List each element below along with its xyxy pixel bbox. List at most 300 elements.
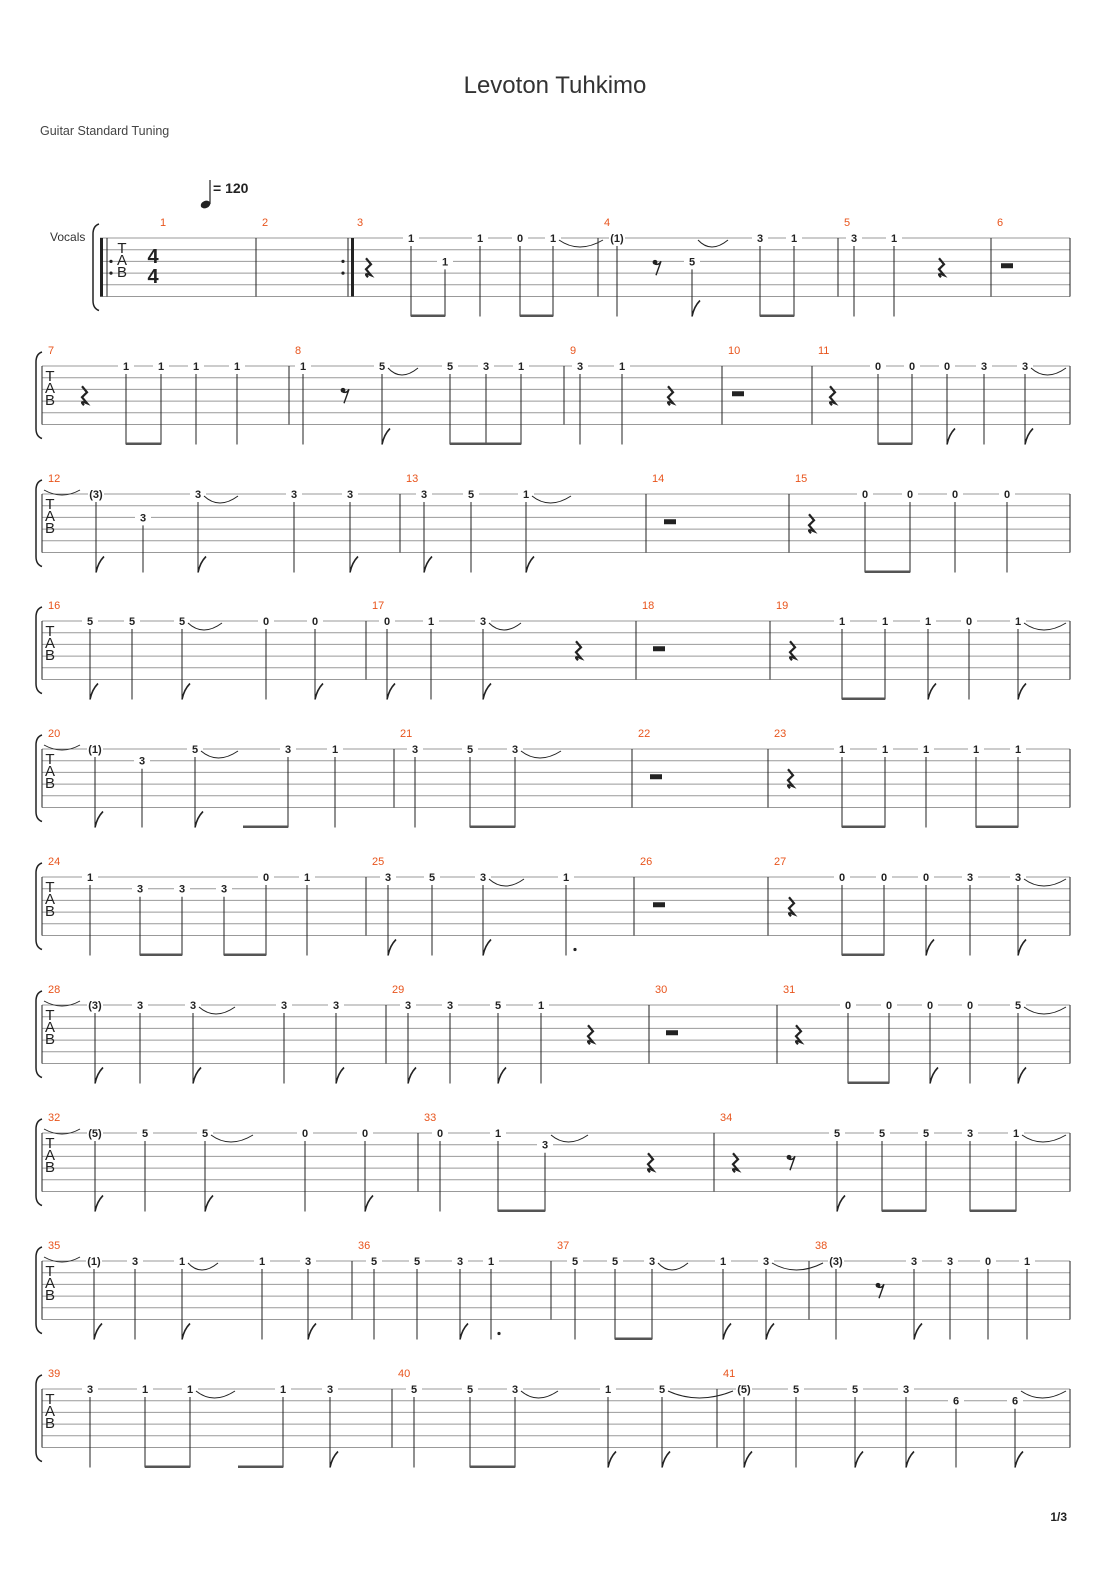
- tie-arc: [532, 496, 571, 503]
- fret-number: 1: [562, 872, 570, 884]
- fret-number: 3: [346, 489, 354, 501]
- fret-number: 5: [446, 361, 454, 373]
- note-flag: [95, 812, 103, 828]
- fret-number: 0: [262, 872, 270, 884]
- fret-number: 1: [972, 744, 980, 756]
- fret-number: 3: [332, 1000, 340, 1012]
- staff-system: [36, 600, 1070, 700]
- fret-number: 3: [446, 1000, 454, 1012]
- measure-number: 11: [818, 345, 830, 357]
- tab-clef-letter: B: [44, 1159, 56, 1176]
- system-brace: [36, 863, 42, 950]
- measure-number: 21: [400, 728, 413, 740]
- fret-number: 5: [413, 1256, 421, 1268]
- fret-number: 5: [571, 1256, 579, 1268]
- measure-number: 3: [357, 217, 364, 229]
- note-flag: [1018, 940, 1026, 956]
- note-beam: [450, 443, 486, 446]
- measure-number: 40: [398, 1368, 411, 1380]
- fret-number: 3: [194, 489, 202, 501]
- fret-number: 3: [456, 1256, 464, 1268]
- note-beam: [238, 1466, 283, 1469]
- tab-clef-letter: A: [116, 252, 128, 269]
- tie-arc: [388, 368, 418, 375]
- fret-number: 3: [136, 883, 144, 896]
- fret-number: 6: [952, 1395, 960, 1408]
- fret-number: 0: [984, 1256, 992, 1268]
- note-beam: [842, 698, 885, 701]
- fret-number: 3: [511, 1384, 519, 1396]
- fret-number: 1: [441, 256, 449, 269]
- tab-clef-letter: A: [44, 1147, 56, 1164]
- note-beam: [970, 1210, 1016, 1213]
- fret-number: 3: [966, 1128, 974, 1140]
- fret-number: 1: [838, 744, 846, 756]
- fret-number: 5: [494, 1000, 502, 1012]
- fret-number: 0: [516, 233, 524, 245]
- fret-number: 3: [136, 1000, 144, 1012]
- fret-number: 1: [537, 1000, 545, 1012]
- note-beam: [848, 1082, 889, 1085]
- fret-number: 3: [139, 512, 147, 525]
- fret-number: 1: [157, 361, 165, 373]
- fret-number: 3: [576, 361, 584, 373]
- tab-clef-letter: B: [44, 392, 56, 409]
- tie-arc: [489, 623, 521, 630]
- fret-number: 5: [410, 1384, 418, 1396]
- fret-number: (3): [829, 1256, 843, 1268]
- fret-number: 1: [881, 744, 889, 756]
- fret-number: 1: [719, 1256, 727, 1268]
- fret-number: 3: [131, 1256, 139, 1268]
- measure-number: 33: [424, 1112, 437, 1124]
- tie-arc: [211, 1135, 253, 1142]
- fret-number: 3: [762, 1256, 770, 1268]
- fret-number: 3: [404, 1000, 412, 1012]
- staff-system: [36, 1368, 1070, 1468]
- measure-number: 37: [557, 1240, 570, 1252]
- measure-number: 22: [638, 728, 651, 740]
- fret-number: 6: [1011, 1395, 1019, 1408]
- fret-number: 1: [522, 489, 530, 501]
- tie-arc: [188, 623, 222, 630]
- fret-number: 1: [233, 361, 241, 373]
- dot: [497, 1332, 500, 1335]
- system-brace: [93, 224, 99, 311]
- fret-number: 5: [378, 361, 386, 373]
- fret-number: 1: [331, 744, 339, 756]
- tie-arc: [1022, 1135, 1066, 1142]
- fret-number: 0: [874, 361, 882, 373]
- fret-number: 5: [201, 1128, 209, 1140]
- tab-clef-letter: T: [45, 623, 55, 640]
- tie-arc: [559, 240, 603, 247]
- fret-number: 1: [427, 616, 435, 628]
- note-beam: [498, 1210, 545, 1213]
- fret-number: 3: [479, 616, 487, 628]
- tab-clef-letter: B: [44, 1287, 56, 1304]
- measure-number: 30: [655, 984, 668, 996]
- note-beam: [243, 826, 288, 829]
- measure-number: 32: [48, 1112, 61, 1124]
- half-rest: [653, 646, 665, 651]
- tab-clef-letter: B: [44, 520, 56, 537]
- fret-number: 1: [890, 233, 898, 245]
- fret-number: 3: [910, 1256, 918, 1268]
- note-beam: [842, 954, 884, 957]
- tie-arc: [188, 1263, 218, 1270]
- note-flag: [330, 1452, 338, 1468]
- note-beam: [520, 315, 553, 318]
- measure-number: 29: [392, 984, 405, 996]
- staff-system: [36, 856, 1070, 956]
- fret-number: 3: [284, 744, 292, 756]
- note-beam: [882, 1210, 926, 1213]
- fret-number: 5: [792, 1384, 800, 1396]
- fret-number: 3: [411, 744, 419, 756]
- measure-number: 9: [570, 345, 577, 357]
- tie-arc: [551, 1135, 588, 1142]
- fret-number: 3: [902, 1384, 910, 1396]
- fret-number: 1: [1023, 1256, 1031, 1268]
- fret-number: 0: [844, 1000, 852, 1012]
- note-beam: [486, 443, 521, 446]
- note-flag: [387, 684, 395, 700]
- fret-number: 0: [880, 872, 888, 884]
- repeat-dot: [341, 260, 344, 263]
- measure-number: 7: [48, 345, 55, 357]
- fret-number: 5: [851, 1384, 859, 1396]
- note-beam: [140, 954, 182, 957]
- measure-number: 15: [795, 473, 808, 485]
- note-flag: [195, 812, 203, 828]
- tab-clef-letter: T: [45, 496, 55, 513]
- note-flag: [498, 1068, 506, 1084]
- fret-number: 0: [922, 872, 930, 884]
- note-flag: [947, 429, 955, 445]
- note-flag: [90, 684, 98, 700]
- measure-number: 34: [720, 1112, 733, 1124]
- fret-number: 1: [922, 744, 930, 756]
- fret-number: 5: [688, 256, 696, 269]
- note-flag: [837, 1196, 845, 1212]
- measure-number: 8: [295, 345, 302, 357]
- note-flag: [95, 1196, 103, 1212]
- dot: [573, 948, 576, 951]
- tuning-label: Guitar Standard Tuning: [40, 124, 170, 138]
- tie-arc: [199, 1007, 235, 1014]
- fret-number: 5: [467, 489, 475, 501]
- tab-clef-letter: A: [44, 635, 56, 652]
- fret-number: 3: [482, 361, 490, 373]
- tie-arc: [1024, 879, 1066, 886]
- measure-number: 16: [48, 600, 61, 612]
- fret-number: 5: [370, 1256, 378, 1268]
- tab-clef-letter: T: [45, 751, 55, 768]
- note-flag: [926, 940, 934, 956]
- measure-number: 38: [815, 1240, 828, 1252]
- note-flag: [382, 429, 390, 445]
- fret-number: 1: [790, 233, 798, 245]
- tab-clef-letter: A: [44, 763, 56, 780]
- fret-number: 1: [487, 1256, 495, 1268]
- fret-number: 5: [658, 1384, 666, 1396]
- fret-number: 3: [511, 744, 519, 756]
- fret-number: 0: [966, 1000, 974, 1012]
- fret-number: (3): [89, 489, 103, 501]
- note-flag: [906, 1452, 914, 1468]
- note-flag: [388, 940, 396, 956]
- note-flag: [744, 1452, 752, 1468]
- tab-clef-letter: T: [45, 1135, 55, 1152]
- fret-number: 3: [290, 489, 298, 501]
- measure-number: 2: [262, 217, 269, 229]
- tie-arc: [1031, 368, 1066, 375]
- measure-number: 41: [723, 1368, 736, 1380]
- fret-number: 1: [476, 233, 484, 245]
- fret-number: 5: [833, 1128, 841, 1140]
- fret-number: 1: [549, 233, 557, 245]
- repeat-dot: [341, 272, 344, 275]
- tab-clef-letter: T: [45, 879, 55, 896]
- note-flag: [1025, 429, 1033, 445]
- fret-number: 1: [141, 1384, 149, 1396]
- fret-number: 0: [436, 1128, 444, 1140]
- fret-number: 1: [299, 361, 307, 373]
- tie-arc: [772, 1263, 823, 1270]
- staff-system: [36, 1240, 1070, 1340]
- fret-number: 5: [178, 616, 186, 628]
- note-beam: [865, 571, 910, 574]
- time-sig-top: 4: [147, 246, 159, 268]
- tie-arc: [1024, 623, 1066, 630]
- measure-number: 12: [48, 473, 61, 485]
- tab-clef-letter: B: [44, 903, 56, 920]
- repeat-dot: [109, 272, 112, 275]
- fret-number: 0: [965, 616, 973, 628]
- fret-number: 1: [186, 1384, 194, 1396]
- measure-number: 25: [372, 856, 385, 868]
- fret-number: 3: [138, 755, 146, 768]
- staff-system: [36, 728, 1070, 828]
- measure-number: 10: [728, 345, 741, 357]
- system-brace: [36, 1375, 42, 1462]
- repeat-end-bar: [351, 238, 354, 297]
- measure-number: 1: [160, 217, 167, 229]
- note-flag: [914, 1324, 922, 1340]
- note-flag: [608, 1452, 616, 1468]
- fret-number: 5: [878, 1128, 886, 1140]
- measure-number: 4: [604, 217, 611, 229]
- measure-number: 24: [48, 856, 61, 868]
- fret-number: 0: [262, 616, 270, 628]
- fret-number: 0: [311, 616, 319, 628]
- fret-number: 1: [1012, 1128, 1020, 1140]
- tab-clef-letter: B: [44, 1415, 56, 1432]
- note-flag: [483, 684, 491, 700]
- time-sig-bottom: 4: [147, 266, 159, 288]
- fret-number: 1: [924, 616, 932, 628]
- tie-arc: [698, 240, 728, 247]
- fret-number: 3: [756, 233, 764, 245]
- note-beam: [145, 1466, 190, 1469]
- tie-arc: [658, 1263, 688, 1270]
- fret-number: 5: [1014, 1000, 1022, 1012]
- note-flag: [336, 1068, 344, 1084]
- fret-number: 3: [479, 872, 487, 884]
- tab-clef-letter: A: [44, 891, 56, 908]
- tie-arc: [521, 751, 561, 758]
- fret-number: 3: [648, 1256, 656, 1268]
- fret-number: 0: [361, 1128, 369, 1140]
- tab-clef-letter: T: [45, 368, 55, 385]
- tab-clef-letter: T: [45, 1391, 55, 1408]
- note-flag: [365, 1196, 373, 1212]
- fret-number: 0: [943, 361, 951, 373]
- note-flag: [1015, 1452, 1023, 1468]
- fret-number: 3: [1014, 872, 1022, 884]
- fret-number: 1: [122, 361, 130, 373]
- fret-number: 1: [618, 361, 626, 373]
- measure-number: 6: [997, 217, 1004, 229]
- fret-number: 3: [384, 872, 392, 884]
- note-flag: [182, 1324, 190, 1340]
- tab-clef-letter: A: [44, 508, 56, 525]
- note-flag: [526, 557, 534, 573]
- tie-arc: [196, 1391, 235, 1398]
- fret-number: 0: [383, 616, 391, 628]
- fret-number: 3: [189, 1000, 197, 1012]
- fret-number: 3: [86, 1384, 94, 1396]
- tie-arc: [668, 1391, 733, 1398]
- measure-number: 28: [48, 984, 61, 996]
- fret-number: 0: [906, 489, 914, 501]
- note-beam: [878, 443, 912, 446]
- fret-number: 1: [178, 1256, 186, 1268]
- note-beam: [470, 826, 515, 829]
- fret-number: 3: [326, 1384, 334, 1396]
- note-flag: [662, 1452, 670, 1468]
- fret-number: 1: [1014, 744, 1022, 756]
- note-flag: [350, 557, 358, 573]
- fret-number: 1: [604, 1384, 612, 1396]
- measure-number: 14: [652, 473, 665, 485]
- repeat-dot: [109, 260, 112, 263]
- note-flag: [193, 1068, 201, 1084]
- system-brace: [36, 352, 42, 439]
- fret-number: 3: [850, 233, 858, 245]
- song-title: Levoton Tuhkimo: [463, 72, 647, 99]
- note-beam: [411, 315, 445, 318]
- measure-number: 27: [774, 856, 787, 868]
- tab-clef-letter: A: [44, 1019, 56, 1036]
- tab-clef-letter: T: [45, 1007, 55, 1024]
- half-rest: [732, 391, 744, 396]
- fret-number: 5: [86, 616, 94, 628]
- fret-number: 3: [178, 883, 186, 896]
- instrument-name: Vocals: [50, 230, 86, 244]
- tie-arc: [521, 1391, 558, 1398]
- measure-number: 5: [844, 217, 851, 229]
- fret-number: 0: [908, 361, 916, 373]
- fret-number: 0: [301, 1128, 309, 1140]
- tab-clef-letter: B: [44, 647, 56, 664]
- tie-arc: [204, 496, 238, 503]
- staff-system: [36, 984, 1070, 1084]
- measure-number: 26: [640, 856, 653, 868]
- fret-number: (1): [88, 744, 102, 756]
- note-flag: [96, 557, 104, 573]
- tab-clef-letter: B: [44, 775, 56, 792]
- measure-number: 36: [358, 1240, 371, 1252]
- fret-number: 5: [611, 1256, 619, 1268]
- system-brace: [36, 735, 42, 822]
- note-flag: [483, 940, 491, 956]
- fret-number: 0: [926, 1000, 934, 1012]
- system-brace: [36, 607, 42, 694]
- measure-number: 39: [48, 1368, 61, 1380]
- tab-clef-letter: T: [117, 240, 127, 257]
- fret-number: 0: [861, 489, 869, 501]
- fret-number: 0: [1003, 489, 1011, 501]
- note-flag: [930, 1068, 938, 1084]
- fret-number: 5: [128, 616, 136, 628]
- note-flag: [855, 1452, 863, 1468]
- half-rest: [653, 902, 665, 907]
- half-rest: [666, 1030, 678, 1035]
- note-flag: [928, 684, 936, 700]
- repeat-start-bar: [100, 238, 103, 297]
- fret-number: 3: [966, 872, 974, 884]
- fret-number: 3: [420, 489, 428, 501]
- note-flag: [1018, 1068, 1026, 1084]
- note-flag: [723, 1324, 731, 1340]
- page-number: 1/3: [1050, 1510, 1067, 1524]
- fret-number: 0: [838, 872, 846, 884]
- fret-number: 1: [303, 872, 311, 884]
- fret-number: 1: [1014, 616, 1022, 628]
- fret-number: (5): [737, 1384, 751, 1396]
- fret-number: 0: [951, 489, 959, 501]
- half-rest: [1001, 263, 1013, 268]
- tab-clef-letter: B: [44, 1031, 56, 1048]
- tie-arc: [489, 879, 524, 886]
- note-flag: [198, 557, 206, 573]
- fret-number: 1: [881, 616, 889, 628]
- tie-arc: [201, 751, 238, 758]
- fret-number: 3: [1021, 361, 1029, 373]
- fret-number: 3: [946, 1256, 954, 1268]
- fret-number: 5: [922, 1128, 930, 1140]
- note-beam: [842, 826, 885, 829]
- fret-number: 5: [141, 1128, 149, 1140]
- fret-number: 1: [407, 233, 415, 245]
- fret-number: 3: [304, 1256, 312, 1268]
- note-flag: [460, 1324, 468, 1340]
- fret-number: 1: [192, 361, 200, 373]
- note-flag: [94, 1324, 102, 1340]
- system-brace: [36, 991, 42, 1078]
- fret-number: 1: [838, 616, 846, 628]
- measure-number: 23: [774, 728, 787, 740]
- note-beam: [615, 1338, 652, 1341]
- measure-number: 19: [776, 600, 789, 612]
- note-flag: [205, 1196, 213, 1212]
- fret-number: 5: [466, 744, 474, 756]
- fret-number: (1): [87, 1256, 101, 1268]
- fret-number: 1: [494, 1128, 502, 1140]
- fret-number: 3: [220, 883, 228, 896]
